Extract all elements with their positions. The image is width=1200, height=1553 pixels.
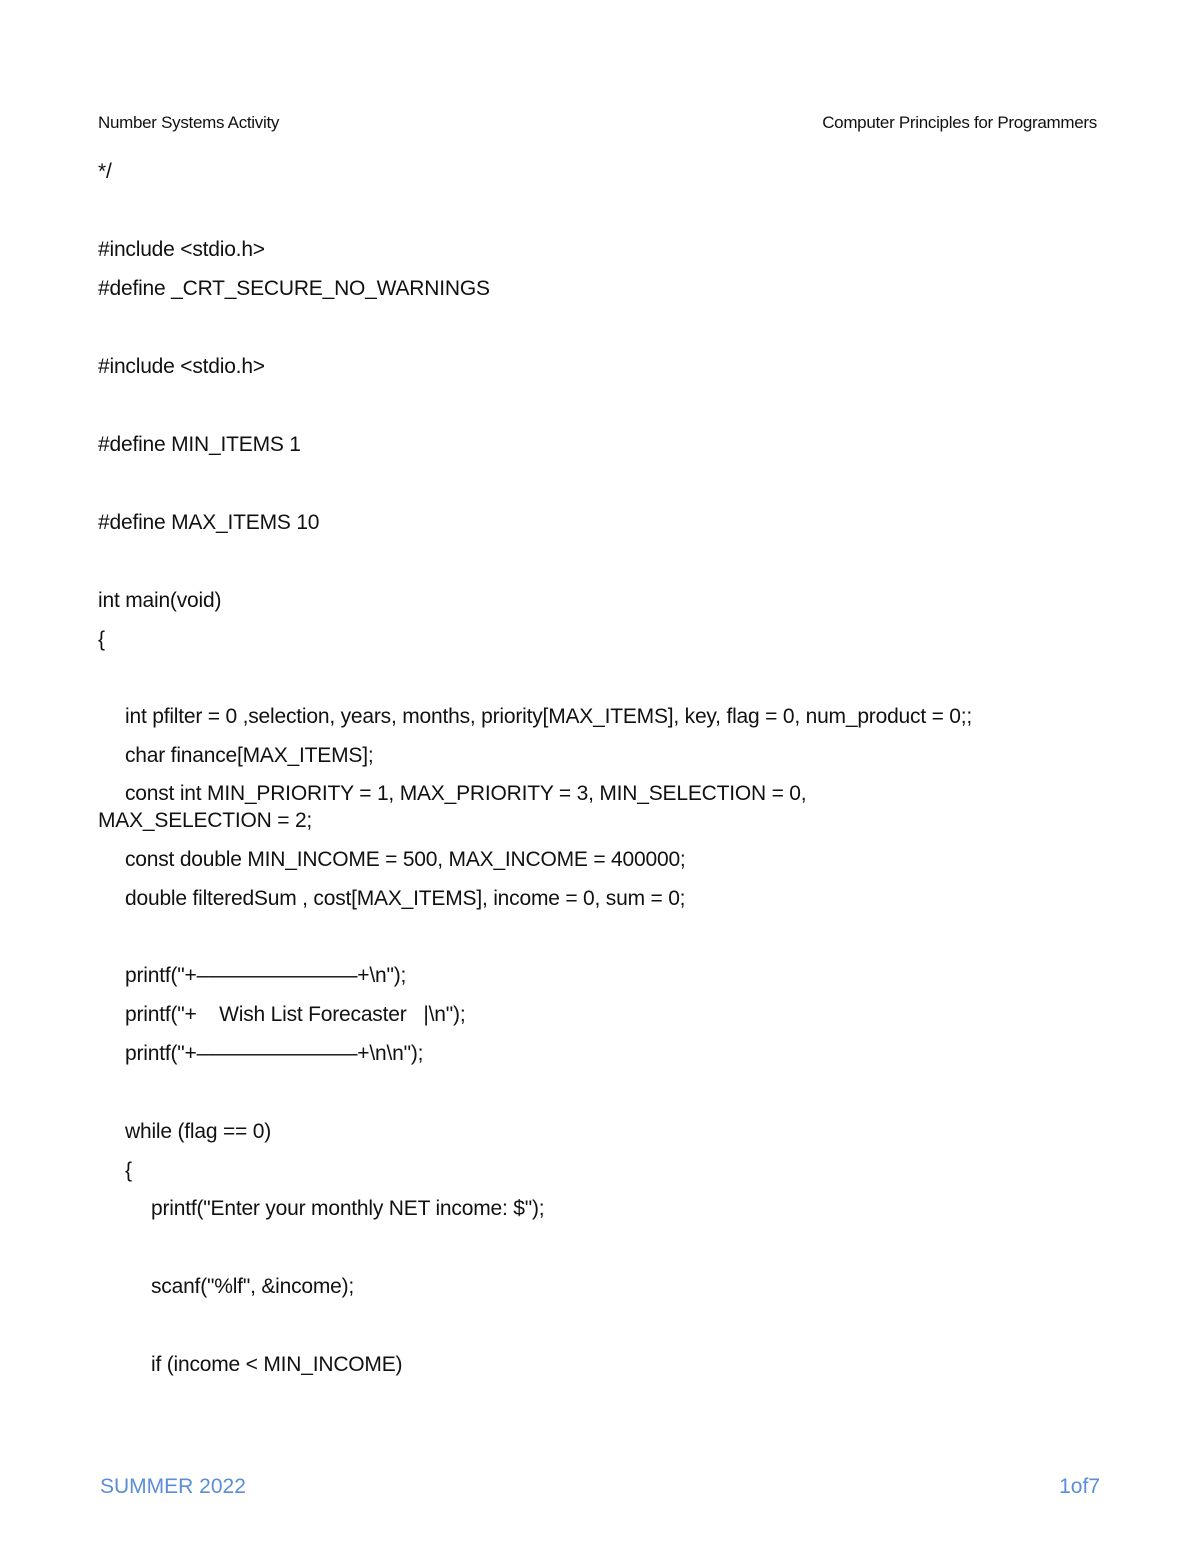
code-line: scanf("%lf", &income); [151,1275,355,1298]
code-line: printf("+––––––––––––––+\n"); [125,964,407,987]
code-line: */ [98,160,112,183]
code-line: #define MAX_ITEMS 10 [98,511,320,534]
code-line: if (income < MIN_INCOME) [151,1353,403,1376]
code-line: printf("Enter your monthly NET income: $"); [151,1197,545,1220]
code-line: const int MIN_PRIORITY = 1, MAX_PRIORITY = 3, MIN_SELECTION = 0, [125,782,807,805]
page-footer [100,1472,1100,1502]
page-number: 1of7 [1059,1475,1100,1498]
code-line: #include <stdio.h> [98,238,265,261]
code-line: printf("+ Wish List Forecaster |\n"); [125,1003,466,1026]
code-line: #define MIN_ITEMS 1 [98,433,301,456]
footer-term: SUMMER 2022 [100,1475,246,1498]
code-line: { [125,1159,132,1182]
code-line: #include <stdio.h> [98,355,265,378]
code-line: { [98,628,105,651]
code-line: #define _CRT_SECURE_NO_WARNINGS [98,277,490,300]
code-line: char finance[MAX_ITEMS]; [125,744,374,767]
code-line: printf("+––––––––––––––+\n\n"); [125,1042,424,1065]
code-line: int main(void) [98,589,222,612]
header-course-activity: Number Systems Activity [98,113,280,132]
code-line: MAX_SELECTION = 2; [98,809,313,832]
code-line: while (flag == 0) [125,1120,272,1143]
code-line: double filteredSum , cost[MAX_ITEMS], income = 0, sum = 0; [125,887,686,910]
header-course-title: Computer Principles for Programmers [822,113,1097,132]
code-line: int pfilter = 0 ,selection, years, months, priority[MAX_ITEMS], key, flag = 0, num_product = 0;; [125,705,973,728]
page-header [98,111,1097,135]
code-line: const double MIN_INCOME = 500, MAX_INCOME = 400000; [125,848,686,871]
